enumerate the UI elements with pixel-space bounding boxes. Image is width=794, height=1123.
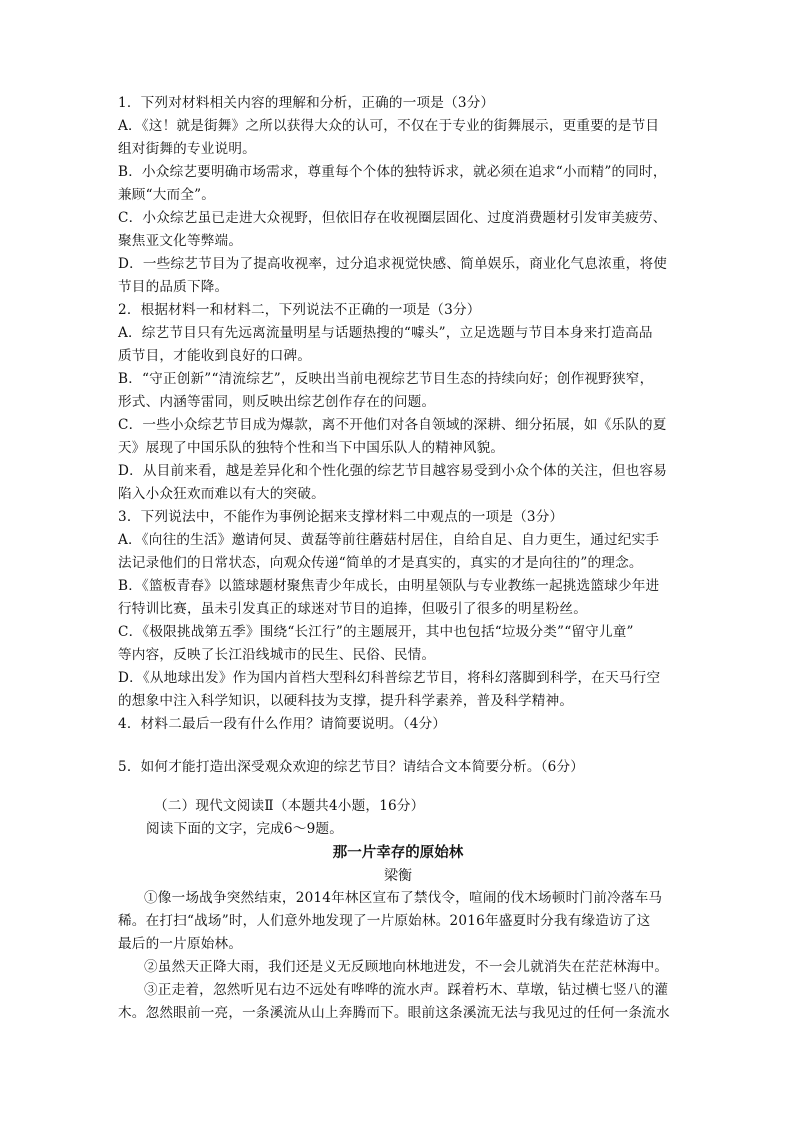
q4-stem: 4．材料二最后一段有什么作用？请简要说明。（4分） [118, 716, 447, 732]
q5-stem: 5．如何才能打造出深受观众欢迎的综艺节目？请结合文本简要分析。（6分） [118, 759, 585, 775]
q2-option-a-line1: A．综艺节目只有先远离流量明星与话题热搜的“噱头”，立足选题与节目本身来打造高品 [118, 325, 653, 341]
q2-option-a-line2: 质节目，才能收到良好的口碑。 [118, 348, 312, 364]
paragraph-1-line2: 稀。在打扫“战场”时，人们意外地发现了一片原始林。2016年盛夏时分我有缘造访了这 [118, 913, 651, 929]
q1-option-c-line2: 聚焦亚文化等弊端。 [118, 233, 243, 249]
q3-option-d-line2: 的想象中注入科学知识，以硬科技为支撑，提升科学素养，普及科学精神。 [118, 693, 574, 709]
q2-option-b-line1: B．“守正创新”“清流综艺”，反映出当前电视综艺节目生态的持续向好；创作视野狭窄， [118, 371, 654, 387]
q3-option-a-line1: A．《向往的生活》邀请何炅、黄磊等前往蘑菇村居住，自给自足、自力更生，通过纪实手 [118, 532, 660, 548]
q1-option-d-line1: D．一些综艺节目为了提高收视率，过分追求视觉快感、简单娱乐，商业化气息浓重，将使 [118, 256, 668, 272]
q1-stem: 1．下列对材料相关内容的理解和分析，正确的一项是（3分） [118, 95, 495, 111]
paragraph-3-line1: ③正走着，忽然听见右边不远处有哗哗的流水声。踩着朽木、草墩，钻过横七竖八的灌 [144, 982, 669, 998]
q3-option-d-line1: D．《从地球出发》作为国内首档大型科幻科普综艺节目，将科幻落脚到科学，在天马行空 [118, 670, 661, 686]
q1-option-a-line2: 组对街舞的专业说明。 [118, 141, 256, 157]
q3-option-b-line1: B．《篮板青春》以篮球题材聚焦青少年成长，由明星领队与专业教练一起挑选篮球少年进 [118, 578, 660, 594]
q2-stem: 2．根据材料一和材料二，下列说法不正确的一项是（3分） [118, 302, 481, 318]
q1-option-d-line2: 节目的品质下降。 [118, 279, 229, 295]
paragraph-1-line1: ①像一场战争突然结束，2014年林区宣布了禁伐令，喧闹的伐木场顿时门前冷落车马 [144, 890, 663, 906]
q2-option-d-line2: 陷入小众狂欢而难以有大的突破。 [118, 486, 325, 502]
q3-option-c-line1: C．《极限挑战第五季》围绕“长江行”的主题展开，其中也包括“垃圾分类”“留守儿童” [118, 624, 634, 640]
paragraph-2-line1: ②虽然天正降大雨，我们还是义无反顾地向林地进发，不一会儿就消失在茫茫林海中。 [144, 959, 669, 975]
article-title: 那一片幸存的原始林 [332, 845, 464, 861]
paragraph-3-line2: 木。忽然眼前一亮，一条溪流从山上奔腾而下。眼前这条溪流无法与我见过的任何一条流水 [118, 1005, 670, 1021]
q2-option-c-line1: C．一些小众综艺节目成为爆款，离不开他们对各自领域的深耕、细分拓展，如《乐队的夏 [118, 417, 667, 433]
section-heading: （二）现代文阅读Ⅱ（本题共4小题，16分） [154, 798, 425, 814]
q3-option-b-line2: 行特训比赛，虽未引发真正的球迷对节目的追捧，但吸引了很多的明星粉丝。 [118, 601, 587, 617]
q2-option-d-line1: D．从目前来看，越是差异化和个性化强的综艺节目越容易受到小众个体的关注，但也容易 [118, 463, 668, 479]
q3-stem: 3．下列说法中，不能作为事例论据来支撑材料二中观点的一项是（3分） [118, 509, 564, 525]
document-page [118, 92, 678, 1025]
q1-option-b-line2: 兼顾“大而全”。 [118, 187, 216, 203]
q1-option-a-line1: A．《这！就是街舞》之所以获得大众的认可，不仅在于专业的街舞展示，更重要的是节目 [118, 118, 660, 134]
section-instruction: 阅读下面的文字，完成6～9题。 [146, 821, 344, 837]
q2-option-b-line2: 形式、内涵等雷同，则反映出综艺创作存在的问题。 [118, 394, 436, 410]
article-author: 梁衡 [384, 868, 412, 884]
paragraph-1-line3: 最后的一片原始林。 [118, 936, 243, 952]
answer-space [118, 779, 678, 795]
q3-option-c-line2: 等内容，反映了长江沿线城市的民生、民俗、民情。 [118, 647, 436, 663]
q1-option-b-line1: B．小众综艺要明确市场需求，尊重每个个体的独特诉求，就必须在追求“小而精”的同时， [118, 164, 667, 180]
q3-option-a-line2: 法记录他们的日常状态，向观众传递“简单的才是真实的，真实的才是向往的”的理念。 [118, 555, 643, 571]
q2-option-c-line2: 天》展现了中国乐队的独特个性和当下中国乐队人的精神风貌。 [118, 440, 505, 456]
q1-option-c-line1: C．小众综艺虽已走进大众视野，但依旧存在收视圈层固化、过度消费题材引发审美疲劳、 [118, 210, 667, 226]
answer-space [118, 736, 678, 756]
